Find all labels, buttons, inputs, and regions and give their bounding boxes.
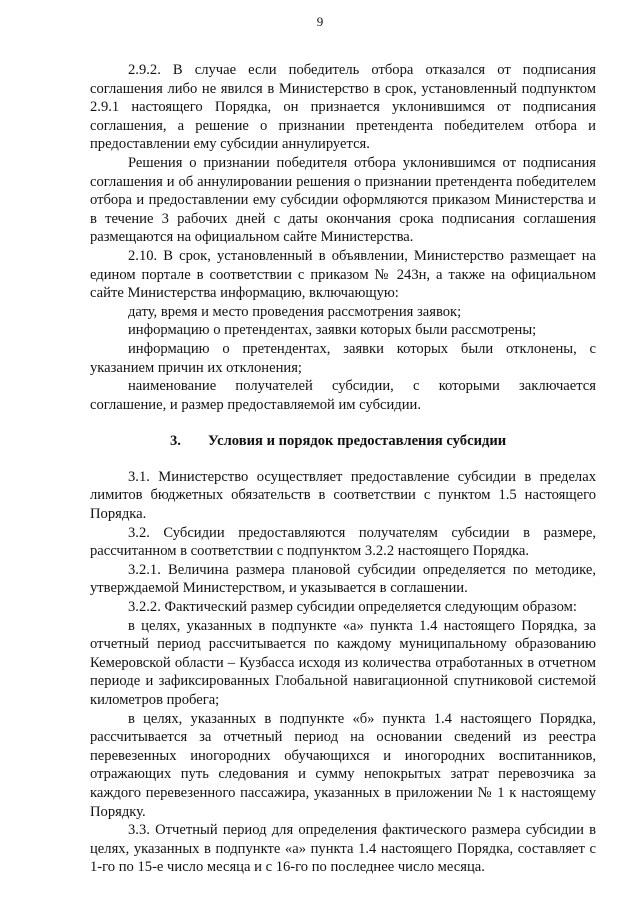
paragraph-3-1: 3.1. Министерство осуществляет предоставление субсидии в пределах лимитов бюджетных обязательств в соответствии с пунктом 1.5 настоящего Порядка. bbox=[90, 468, 596, 523]
paragraph-2-10: 2.10. В срок, установленный в объявлении, Министерство размещает на едином портале в соответствии с приказом № 243н, а также на официальном сайте Министерства информацию, включающую: bbox=[90, 247, 596, 302]
section-heading bbox=[90, 432, 596, 451]
paragraph-3-2-1: 3.2.1. Величина размера плановой субсидии определяется по методике, утверждаемой Министерством, и указывается в соглашении. bbox=[90, 561, 596, 597]
paragraph-3-2: 3.2. Субсидии предоставляются получателям субсидии в размере, рассчитанном в соответствии с подпунктом 3.2.2 настоящего Порядка. bbox=[90, 524, 596, 560]
section-number: 3. bbox=[170, 433, 181, 450]
document-body bbox=[90, 61, 596, 877]
paragraph-decisions: Решения о признании победителя отбора уклонившимся от подписания соглашения и об аннулировании решения о признании претендента победителем отбора и предоставлении ему субсидии оформляются приказом Министерства и в течение 3 рабочих дней с даты окончания срока подписания соглашения размещаются на официальном сайте Министерства. bbox=[90, 154, 596, 246]
list-item-date-time-place: дату, время и место проведения рассмотрения заявок; bbox=[128, 303, 462, 320]
list-item-rejected-applicants: информацию о претендентах, заявки которых были отклонены, с указанием причин их отклонения; bbox=[90, 340, 596, 376]
paragraph-2-9-2: 2.9.2. В случае если победитель отбора отказался от подписания соглашения либо не явился в Министерство в срок, установленный подпунктом 2.9.1 настоящего Порядка, он признается уклонившимся от подписания соглашения, а решение о признании претендента победителем отбора и предоставлении ему субсидии аннулируется. bbox=[90, 62, 596, 153]
paragraph-purpose-a: в целях, указанных в подпункте «а» пункта 1.4 настоящего Порядка, за отчетный период рассчитывается по каждому муниципальному образованию Кемеровской области – Кузбасса исходя из количества отработанных в отчетном периоде и зафиксированных Глобальной навигационной спутниковой системой километров пробега; bbox=[90, 617, 596, 708]
page-number: 9 bbox=[316, 14, 324, 29]
paragraph-3-3: 3.3. Отчетный период для определения фактического размера субсидии в целях, указанных в подпункте «а» пункта 1.4 настоящего Порядка, составляет с 1-го по 15-е число месяца и с 16-го по последнее число месяца. bbox=[90, 822, 596, 876]
list-item-recipients: наименование получателей субсидии, с которыми заключается соглашение, и размер предоставляемой им субсидии. bbox=[90, 378, 596, 413]
list-item-reviewed-applicants: информацию о претендентах, заявки которых были рассмотрены; bbox=[128, 322, 537, 339]
paragraph-3-2-2: 3.2.2. Фактический размер субсидии определяется следующим образом: bbox=[128, 599, 577, 616]
section-title: Условия и порядок предоставления субсидии bbox=[208, 433, 507, 450]
paragraph-purpose-b: в целях, указанных в подпункте «б» пункта 1.4 настоящего Порядка, рассчитывается за отчетный период на основании сведений из реестра перевезенных иногородних обучающихся и иногородних воспитанников, отражающих путь следования и сумму непокрытых затрат перевозчика за каждого перевезенного пассажира, указанных в приложении № 1 к настоящему Порядку. bbox=[90, 710, 596, 820]
